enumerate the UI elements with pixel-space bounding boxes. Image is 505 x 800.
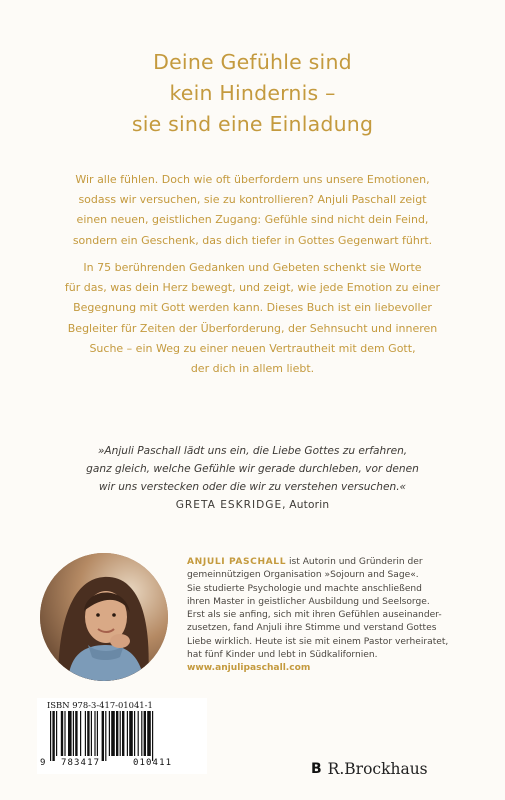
bio-line: Sie studierte Psychologie und machte anschließend (187, 583, 422, 594)
quote-line: »Anjuli Paschall lädt uns ein, die Liebe Gottes zu erfahren, (97, 445, 408, 457)
bio-line: gemeinnützigen Organisation »Sojourn and Sage«. (187, 570, 419, 581)
barcode-bar (152, 711, 153, 761)
barcode-bar (85, 711, 86, 756)
author-photo (40, 553, 168, 681)
description-paragraph-2 (40, 258, 465, 379)
paragraph-line: In 75 berührenden Gedanken und Gebeten schenkt sie Worte (83, 261, 422, 274)
quote-line: ganz gleich, welche Gefühle wir gerade durchleben, vor denen (86, 463, 419, 475)
barcode-bar (68, 711, 72, 756)
author-website-link[interactable]: www.anjulipaschall.com (187, 663, 311, 674)
paragraph-line: Begegnung mit Gott werden kann. Dieses Buch ist ein liebevoller (73, 301, 432, 315)
quote-attribution (30, 496, 475, 514)
paragraph-line: der dich in allem liebt. (190, 362, 315, 376)
barcode-bar (127, 711, 128, 756)
barcode-digits-right: 010411 (133, 758, 173, 768)
barcode-bar (91, 711, 92, 756)
barcode-bar (134, 711, 135, 756)
author-portrait-illustration (40, 553, 168, 681)
barcode-bar (102, 711, 104, 761)
paragraph-line: einen neuen, geistlichen Zugang: Gefühle sind nicht dein Feind, (76, 213, 429, 227)
headline-line: Deine Gefühle sind (153, 50, 352, 74)
quote-line: wir uns verstecken oder die wir zu verstehen versuchen.« (98, 481, 407, 493)
barcode-bar (75, 711, 77, 756)
barcode-bar (129, 711, 133, 756)
barcode-bar (120, 711, 121, 756)
barcode-bar (87, 711, 89, 756)
barcode-digits-left: 783417 (61, 758, 101, 768)
barcode-bar (109, 711, 110, 756)
barcode-bar (111, 711, 115, 756)
barcode-bar (61, 711, 63, 756)
headline (0, 47, 505, 140)
bio-author-name: ANJULI PASCHALL (187, 557, 287, 567)
barcode-bar (64, 711, 65, 756)
bio-line: ihren Master in geistlicher Ausbildung und Seelsorge. (187, 596, 430, 607)
barcode-bar (94, 711, 95, 756)
endorsement-quote (30, 442, 475, 514)
paragraph-line: für das, was dein Herz bewegt, und zeigt, wie jede Emotion zu einer (64, 281, 441, 295)
barcode-bar (50, 711, 51, 761)
bio-line (187, 556, 487, 569)
description-paragraph-1 (40, 170, 465, 251)
barcode-bar (138, 711, 139, 756)
barcode-bar (52, 711, 54, 761)
barcode-bar (122, 711, 124, 756)
paragraph-line: Suche – ein Weg zu einer neuen Vertrautheit mit dem Gott, (89, 341, 416, 355)
bio-line: Erst als sie anfing, sich mit ihren Gefühlen auseinander- (187, 610, 442, 621)
bio-line: zusetzen, fand Anjuli ihre Stimme und verstand Gottes (187, 623, 437, 634)
publisher-logo (311, 757, 428, 781)
quote-author-role: , Autorin (282, 499, 330, 511)
publisher-name: R.Brockhaus (327, 760, 428, 778)
barcode-digit-first: 9 (40, 758, 47, 768)
publisher-mark: B (311, 761, 322, 777)
author-bio (187, 556, 487, 676)
barcode-bar (97, 711, 98, 756)
barcode-bar (80, 711, 81, 756)
headline-line: kein Hindernis – (169, 81, 336, 105)
paragraph-line: Wir alle fühlen. Doch wie oft überfordern uns unsere Emotionen, (75, 173, 430, 186)
quote-author-name: GRETA ESKRIDGE (175, 499, 283, 511)
headline-line: sie sind eine Einladung (131, 112, 374, 136)
barcode-bar (105, 711, 106, 761)
paragraph-line: sodass wir versuchen, sie zu kontrollieren? Anjuli Paschall zeigt (78, 193, 427, 207)
barcode-bar (73, 711, 74, 756)
bio-line: hat fünf Kinder und lebt in Südkalifornien. (187, 650, 378, 661)
barcode-bar (147, 711, 151, 756)
isbn-label: ISBN 978-3-417-01041-1 (47, 700, 153, 710)
barcode-bar (141, 711, 142, 756)
barcode-bar (116, 711, 118, 756)
barcode-bar (144, 711, 146, 756)
barcode-bar (56, 711, 57, 756)
bio-first-line-text: ist Autorin und Gründerin der (286, 557, 423, 567)
paragraph-line: sondern ein Geschenk, das dich tiefer in Gottes Gegenwart führt. (72, 233, 433, 247)
paragraph-line: Begleiter für Zeiten der Überforderung, der Sehnsucht und inneren (67, 321, 438, 335)
barcode (37, 698, 207, 774)
bio-line: Liebe wirklich. Heute ist sie mit einem Pastor verheiratet, (187, 636, 449, 647)
